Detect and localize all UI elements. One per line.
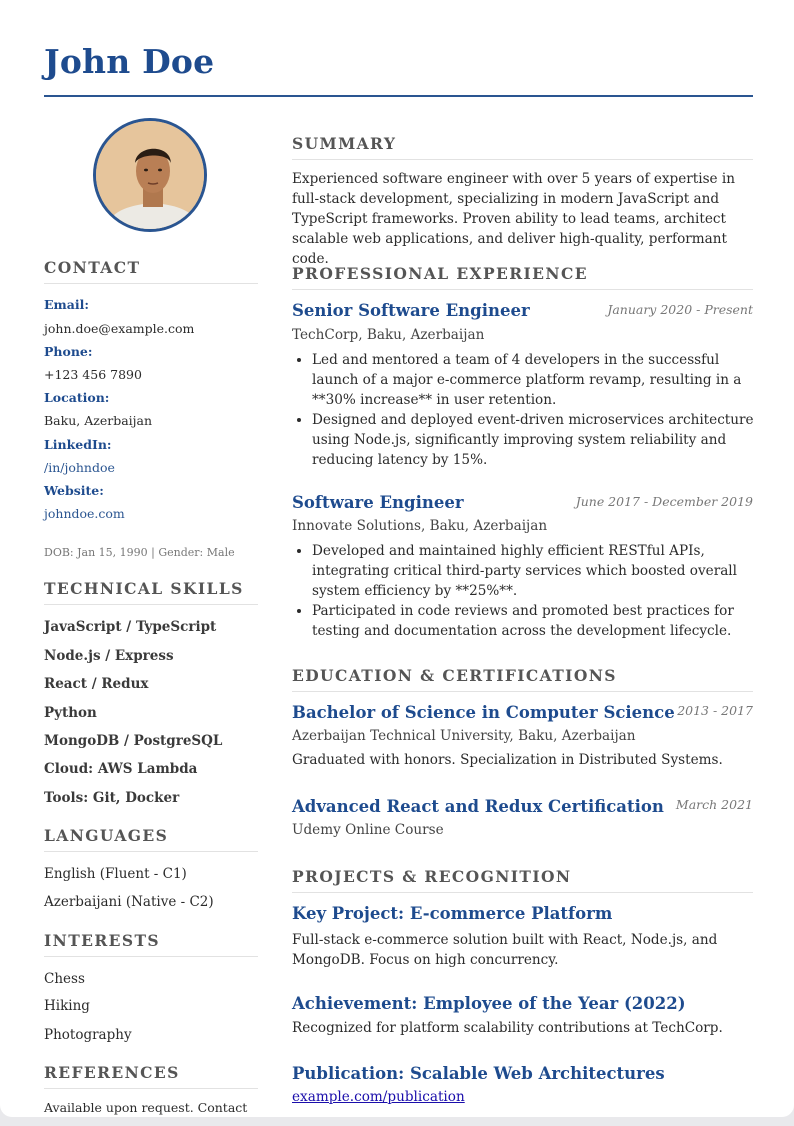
- website-link[interactable]: johndoe.com: [44, 506, 125, 521]
- profile-photo: [96, 121, 207, 232]
- title-divider: [44, 95, 753, 97]
- achievement-text: Recognized for platform scalability contributions at TechCorp.: [292, 1020, 723, 1036]
- language-item: Azerbaijani (Native - C2): [44, 894, 214, 910]
- skill-item: React / Redux: [44, 676, 149, 692]
- phone-value: +123 456 7890: [44, 367, 142, 382]
- experience-divider: [292, 289, 753, 290]
- projects-heading: PROJECTS & RECOGNITION: [292, 867, 572, 886]
- location-label: Location:: [44, 390, 110, 405]
- interests-divider: [44, 956, 258, 957]
- references-divider: [44, 1088, 258, 1089]
- education-heading: EDUCATION & CERTIFICATIONS: [292, 666, 617, 685]
- location-value: Baku, Azerbaijan: [44, 413, 153, 428]
- skill-item: Tools: Git, Docker: [44, 790, 180, 806]
- skill-item: JavaScript / TypeScript: [44, 619, 217, 635]
- project-text: Full-stack e-commerce solution built with React, Node.js, and MongoDB. Focus on high concurrency.: [292, 932, 718, 968]
- interest-item: Chess: [44, 971, 85, 987]
- skills-heading: TECHNICAL SKILLS: [44, 579, 244, 598]
- job-bullets: [312, 350, 758, 470]
- skill-item: Python: [44, 705, 97, 721]
- skill-item: MongoDB / PostgreSQL: [44, 733, 223, 749]
- email-label: Email:: [44, 297, 89, 312]
- summary-text: Experienced software engineer with over 5 years of expertise in full-stack development, specializing in modern JavaScript and TypeScript frameworks. Proven ability to lead teams, architect scalable web applications, and deliver high-quality, performant code.: [292, 171, 736, 267]
- publication-title: Publication: Scalable Web Architectures: [292, 1064, 665, 1083]
- website-label: Website:: [44, 483, 104, 498]
- degree-dates: 2013 - 2017: [677, 703, 753, 718]
- job-dates: June 2017 - December 2019: [575, 494, 753, 509]
- degree-note: Graduated with honors. Specialization in Distributed Systems.: [292, 752, 723, 768]
- languages-divider: [44, 851, 258, 852]
- skills-divider: [44, 604, 258, 605]
- project-title: Key Project: E-commerce Platform: [292, 904, 613, 923]
- references-heading: REFERENCES: [44, 1063, 180, 1082]
- job-company: TechCorp, Baku, Azerbaijan: [292, 327, 485, 343]
- interests-heading: INTERESTS: [44, 931, 160, 950]
- achievement-title: Achievement: Employee of the Year (2022): [292, 994, 686, 1013]
- job-bullet: • Led and mentored a team of 4 developers in the successful launch of a major e-commerce platform revamp, resulting in a **30% increase** in user retention.: [312, 350, 758, 410]
- job-dates: January 2020 - Present: [607, 302, 753, 317]
- projects-divider: [292, 892, 753, 893]
- job-company: Innovate Solutions, Baku, Azerbaijan: [292, 518, 548, 534]
- summary-divider: [292, 159, 753, 160]
- contact-heading: CONTACT: [44, 258, 141, 277]
- skill-item: Node.js / Express: [44, 648, 174, 664]
- job-bullets: [312, 541, 758, 641]
- experience-heading: PROFESSIONAL EXPERIENCE: [292, 264, 588, 283]
- job-title: Senior Software Engineer: [292, 301, 530, 320]
- publication-link[interactable]: example.com/publication: [292, 1089, 465, 1105]
- linkedin-label: LinkedIn:: [44, 437, 112, 452]
- job-bullet: • Developed and maintained highly efficient RESTful APIs, integrating critical third-party services which boosted overall system efficiency by **25%**.: [312, 541, 758, 601]
- email-value[interactable]: john.doe@example.com: [44, 321, 195, 336]
- references-text: Available upon request. Contact: [44, 1100, 248, 1115]
- skill-item: Cloud: AWS Lambda: [44, 761, 198, 777]
- job-bullet: • Designed and deployed event-driven microservices architecture using Node.js, significantly improving system reliability and reducing latency by 15%.: [312, 410, 758, 470]
- personal-meta: DOB: Jan 15, 1990 | Gender: Male: [44, 546, 235, 559]
- language-item: English (Fluent - C1): [44, 866, 187, 882]
- cert-title: Advanced React and Redux Certification: [292, 797, 664, 816]
- job-title: Software Engineer: [292, 493, 464, 512]
- degree-school: Azerbaijan Technical University, Baku, Azerbaijan: [292, 728, 636, 744]
- degree-title: Bachelor of Science in Computer Science: [292, 703, 675, 722]
- cert-provider: Udemy Online Course: [292, 822, 444, 838]
- job-bullet: • Participated in code reviews and promoted best practices for testing and documentation across the development lifecycle.: [312, 601, 758, 641]
- interest-item: Hiking: [44, 998, 90, 1014]
- linkedin-link[interactable]: /in/johndoe: [44, 460, 115, 475]
- avatar: [93, 118, 207, 232]
- summary-heading: SUMMARY: [292, 134, 397, 153]
- cert-dates: March 2021: [675, 797, 753, 812]
- contact-divider: [44, 283, 258, 284]
- phone-label: Phone:: [44, 344, 93, 359]
- education-divider: [292, 691, 753, 692]
- resume-name: John Doe: [44, 42, 215, 81]
- interest-item: Photography: [44, 1027, 132, 1043]
- languages-heading: LANGUAGES: [44, 826, 169, 845]
